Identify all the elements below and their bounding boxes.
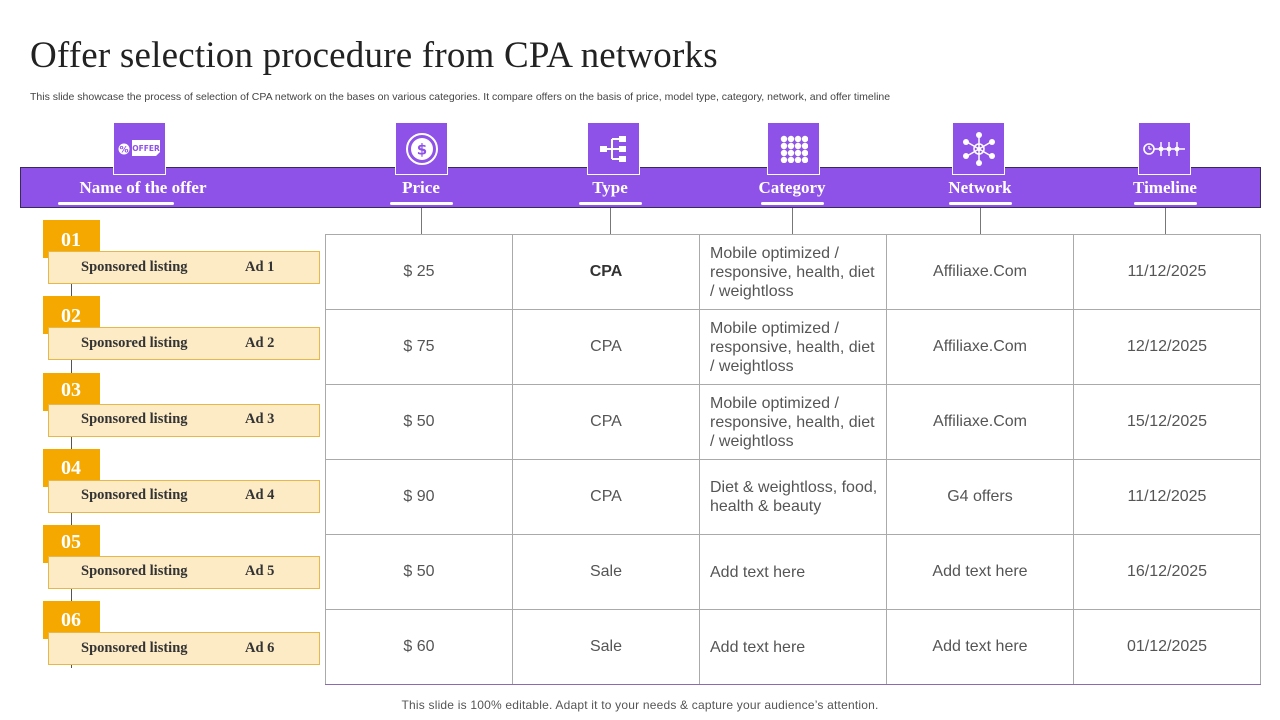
header-category: Category [758, 178, 826, 197]
type-cell: Sale [513, 535, 700, 610]
timeline-cell: 01/12/2025 [1074, 610, 1261, 685]
svg-text:%: % [118, 145, 129, 155]
header-underline [58, 202, 174, 205]
table-row [326, 385, 1261, 460]
category-cell: Add text here [700, 610, 887, 685]
price-cell: $ 50 [326, 535, 513, 610]
connector-line [421, 208, 422, 235]
header-timeline: Timeline [1133, 178, 1197, 197]
timeline-cell: 11/12/2025 [1074, 460, 1261, 535]
network-cell: Add text here [887, 610, 1074, 685]
timeline-cell: 16/12/2025 [1074, 535, 1261, 610]
offer-label: Sponsored listing [81, 640, 188, 656]
offer-label: Sponsored listing [81, 487, 188, 503]
offer-ad: Ad 3 [245, 411, 275, 427]
dollar-coin-icon [395, 122, 448, 175]
timeline-cell: 11/12/2025 [1074, 235, 1261, 310]
svg-text:OFFER: OFFER [131, 143, 160, 153]
offer-number: 06 [61, 609, 81, 631]
type-cell: CPA [513, 460, 700, 535]
timeline-cell: 12/12/2025 [1074, 310, 1261, 385]
hierarchy-icon [587, 122, 640, 175]
offer-ad: Ad 1 [245, 259, 275, 275]
price-cell: $ 90 [326, 460, 513, 535]
table-row [326, 535, 1261, 610]
offer-ad: Ad 5 [245, 563, 275, 579]
category-cell: Mobile optimized / responsive, health, diet / weightloss [700, 385, 887, 460]
type-cell: CPA [513, 235, 700, 310]
offer-tag-icon [113, 122, 166, 175]
network-cell: Affiliaxe.Com [887, 385, 1074, 460]
type-cell: Sale [513, 610, 700, 685]
footer-note: This slide is 100% editable. Adapt it to your needs & capture your audience’s attention. [401, 698, 879, 712]
connector-line [1165, 208, 1166, 235]
type-cell: CPA [513, 310, 700, 385]
page-title: Offer selection procedure from CPA networks [30, 35, 718, 76]
offer-number: 04 [61, 457, 81, 479]
header-underline [1134, 202, 1197, 205]
category-cell: Mobile optimized / responsive, health, diet / weightloss [700, 310, 887, 385]
table-row [326, 235, 1261, 310]
offer-label: Sponsored listing [81, 563, 188, 579]
header-network: Network [948, 178, 1012, 197]
table-row [326, 310, 1261, 385]
category-cell: Add text here [700, 535, 887, 610]
offer-label: Sponsored listing [81, 411, 188, 427]
connector-line [980, 208, 981, 235]
network-cell: Affiliaxe.Com [887, 310, 1074, 385]
offer-number: 05 [61, 531, 81, 553]
table-row [326, 460, 1261, 535]
offer-label: Sponsored listing [81, 335, 188, 351]
category-cell: Mobile optimized / responsive, health, diet / weightloss [700, 235, 887, 310]
network-cell: G4 offers [887, 460, 1074, 535]
price-cell: $ 25 [326, 235, 513, 310]
price-cell: $ 75 [326, 310, 513, 385]
offer-label: Sponsored listing [81, 259, 188, 275]
network-cell: Affiliaxe.Com [887, 235, 1074, 310]
offer-ad: Ad 4 [245, 487, 275, 503]
network-nodes-icon [952, 122, 1005, 175]
header-underline [761, 202, 824, 205]
table-row [326, 610, 1261, 685]
svg-text:$: $ [416, 140, 427, 158]
offer-number: 03 [61, 379, 81, 401]
timeline-cell: 15/12/2025 [1074, 385, 1261, 460]
offer-ad: Ad 6 [245, 640, 275, 656]
offer-ad: Ad 2 [245, 335, 275, 351]
offer-number: 02 [61, 305, 81, 327]
header-underline [579, 202, 642, 205]
type-cell: CPA [513, 385, 700, 460]
header-type: Type [592, 178, 628, 197]
category-cell: Diet & weightloss, food, health & beauty [700, 460, 887, 535]
dot-grid-icon [767, 122, 820, 175]
price-cell: $ 60 [326, 610, 513, 685]
header-price: Price [402, 178, 440, 197]
timeline-icon [1138, 122, 1191, 175]
connector-line [792, 208, 793, 235]
header-name-of-offer: Name of the offer [79, 178, 207, 197]
page-subtitle: This slide showcase the process of selection of CPA network on the bases on various categories. It compare offers on the basis of price, model type, category, network, and offer timeline [30, 91, 891, 103]
header-underline [390, 202, 453, 205]
connector-line [610, 208, 611, 235]
offer-number: 01 [61, 229, 81, 251]
offers-table [325, 234, 1261, 685]
header-underline [949, 202, 1012, 205]
network-cell: Add text here [887, 535, 1074, 610]
price-cell: $ 50 [326, 385, 513, 460]
